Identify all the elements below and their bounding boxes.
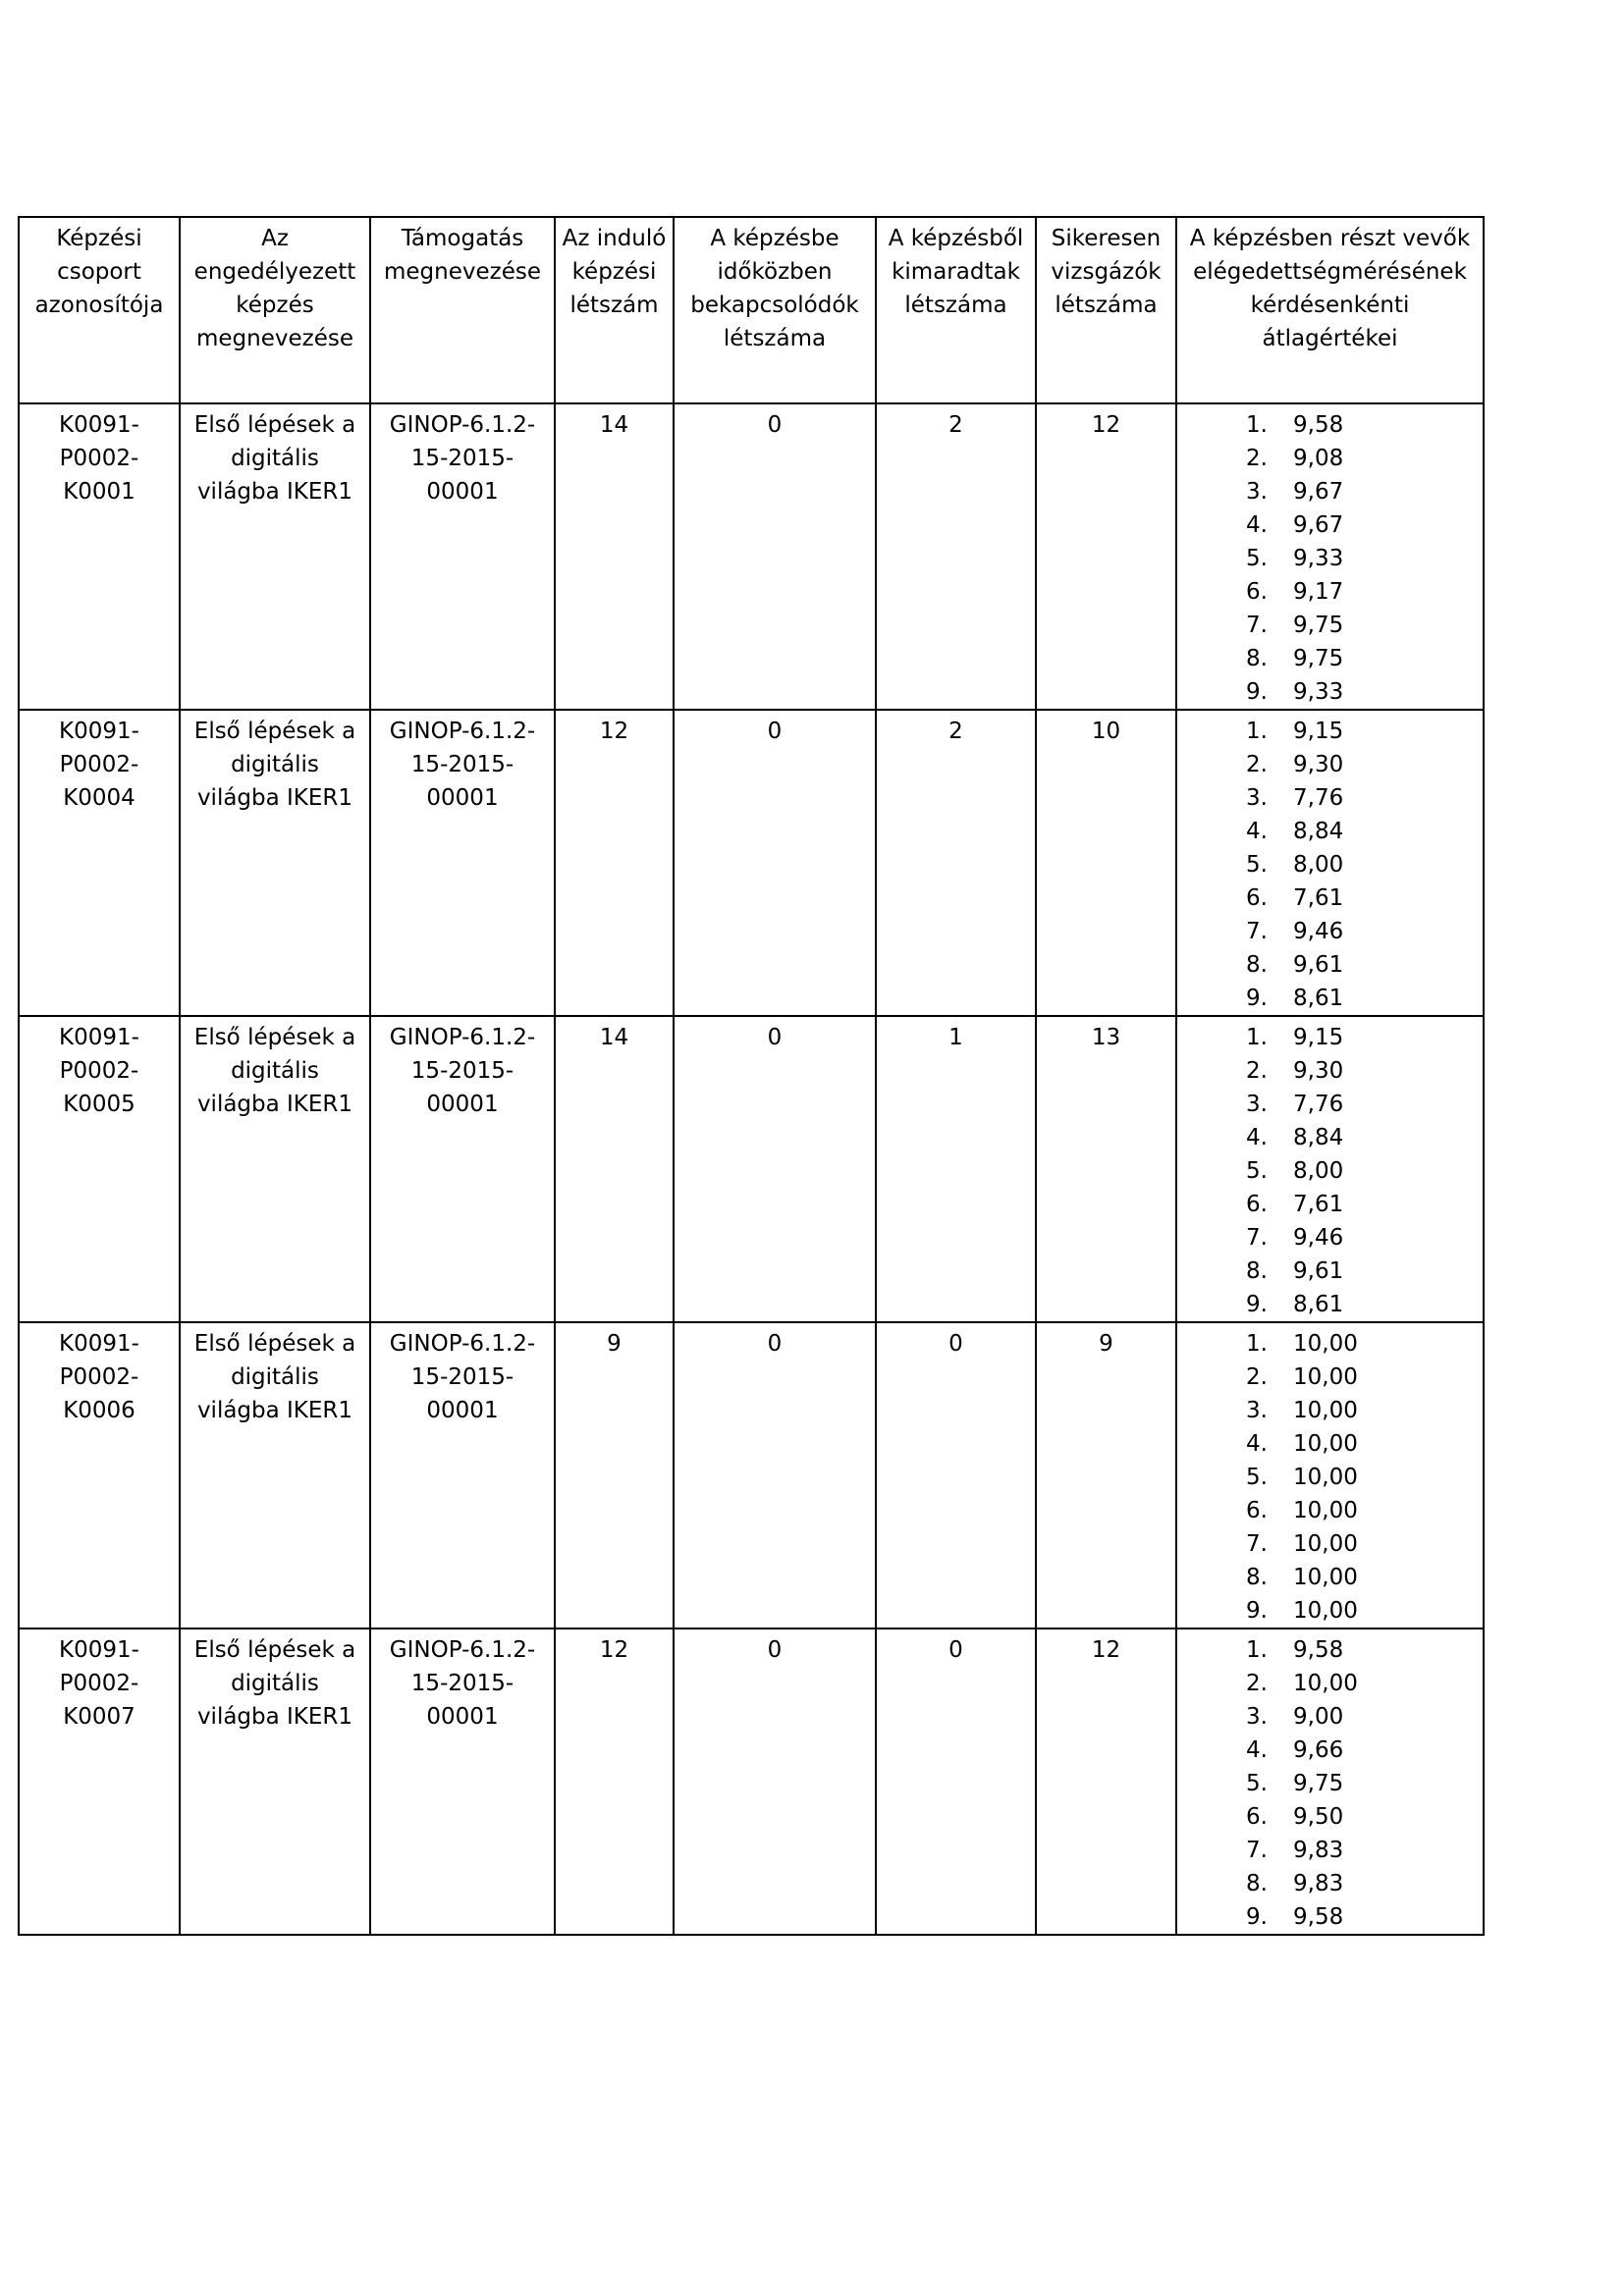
- list-item: [1246, 1867, 1477, 1900]
- question-number: 5.: [1246, 546, 1268, 571]
- score-value: 9,00: [1293, 1704, 1344, 1730]
- score-list: [1246, 1021, 1477, 1321]
- cell-starting-count: 12: [555, 710, 674, 1016]
- list-item: [1246, 1594, 1477, 1628]
- question-number: 2.: [1246, 752, 1268, 777]
- cell-joined-count: 0: [674, 403, 876, 710]
- score-value: 9,58: [1293, 1637, 1344, 1663]
- cell-support-name: GINOP-6.1.2-15-2015-00001: [370, 1629, 555, 1935]
- question-number: 1.: [1246, 719, 1268, 744]
- list-item: [1246, 1800, 1477, 1834]
- score-value: 10,00: [1293, 1364, 1358, 1390]
- score-list: [1246, 715, 1477, 1015]
- question-number: 6.: [1246, 885, 1268, 911]
- header-starting-count: Az induló képzési létszám: [555, 217, 674, 403]
- score-value: 9,08: [1293, 446, 1344, 471]
- question-number: 6.: [1246, 1498, 1268, 1523]
- list-item: [1246, 575, 1477, 609]
- score-value: 10,00: [1293, 1331, 1358, 1357]
- cell-group-id: K0091-P0002-K0005: [19, 1016, 180, 1322]
- list-item: [1246, 1188, 1477, 1221]
- list-item: [1246, 1900, 1477, 1934]
- score-value: 9,30: [1293, 752, 1344, 777]
- question-number: 3.: [1246, 785, 1268, 811]
- score-value: 10,00: [1293, 1498, 1358, 1523]
- cell-satisfaction-scores: [1176, 1016, 1484, 1322]
- list-item: [1246, 1633, 1477, 1667]
- score-value: 8,61: [1293, 1292, 1344, 1317]
- cell-passed-count: 12: [1036, 403, 1176, 710]
- list-item: [1246, 542, 1477, 575]
- cell-joined-count: 0: [674, 1016, 876, 1322]
- list-item: [1246, 1667, 1477, 1700]
- question-number: 9.: [1246, 986, 1268, 1011]
- list-item: [1246, 1221, 1477, 1255]
- list-item: [1246, 1121, 1477, 1154]
- question-number: 2.: [1246, 1058, 1268, 1084]
- score-value: 9,66: [1293, 1737, 1344, 1763]
- table-row: [19, 1629, 1484, 1935]
- score-value: 9,83: [1293, 1871, 1344, 1896]
- question-number: 4.: [1246, 1737, 1268, 1763]
- score-value: 9,61: [1293, 1258, 1344, 1284]
- cell-passed-count: 12: [1036, 1629, 1176, 1935]
- question-number: 8.: [1246, 1258, 1268, 1284]
- cell-course-name: Első lépések a digitális világba IKER1: [180, 710, 370, 1016]
- list-item: [1246, 848, 1477, 881]
- score-value: 9,58: [1293, 1904, 1344, 1930]
- question-number: 7.: [1246, 919, 1268, 944]
- cell-dropped-count: 0: [876, 1629, 1036, 1935]
- cell-group-id: K0091-P0002-K0006: [19, 1322, 180, 1629]
- list-item: [1246, 1054, 1477, 1088]
- score-value: 9,67: [1293, 512, 1344, 538]
- header-group-id: Képzési csoport azonosítója: [19, 217, 180, 403]
- score-value: 9,61: [1293, 952, 1344, 978]
- list-item: [1246, 408, 1477, 442]
- question-number: 5.: [1246, 1158, 1268, 1184]
- cell-passed-count: 13: [1036, 1016, 1176, 1322]
- score-value: 7,61: [1293, 885, 1344, 911]
- list-item: [1246, 1834, 1477, 1867]
- score-value: 9,46: [1293, 1225, 1344, 1251]
- cell-course-name: Első lépések a digitális világba IKER1: [180, 1016, 370, 1322]
- question-number: 6.: [1246, 579, 1268, 605]
- list-item: [1246, 1154, 1477, 1188]
- cell-satisfaction-scores: [1176, 403, 1484, 710]
- score-value: 10,00: [1293, 1465, 1358, 1490]
- question-number: 8.: [1246, 952, 1268, 978]
- question-number: 8.: [1246, 646, 1268, 671]
- list-item: [1246, 1361, 1477, 1394]
- list-item: [1246, 1427, 1477, 1461]
- cell-course-name: Első lépések a digitális világba IKER1: [180, 1629, 370, 1935]
- cell-satisfaction-scores: [1176, 1322, 1484, 1629]
- cell-course-name: Első lépések a digitális világba IKER1: [180, 403, 370, 710]
- score-value: 10,00: [1293, 1598, 1358, 1624]
- score-value: 10,00: [1293, 1671, 1358, 1696]
- cell-satisfaction-scores: [1176, 710, 1484, 1016]
- question-number: 1.: [1246, 412, 1268, 438]
- question-number: 3.: [1246, 1092, 1268, 1117]
- list-item: [1246, 748, 1477, 781]
- header-dropped-count: A képzésből kimaradtak létszáma: [876, 217, 1036, 403]
- training-groups-table: [18, 216, 1485, 1936]
- cell-dropped-count: 0: [876, 1322, 1036, 1629]
- score-value: 10,00: [1293, 1398, 1358, 1423]
- score-list: [1246, 408, 1477, 709]
- list-item: [1246, 642, 1477, 675]
- table-row: [19, 403, 1484, 710]
- header-row: [19, 217, 1484, 403]
- list-item: [1246, 1767, 1477, 1800]
- list-item: [1246, 609, 1477, 642]
- cell-passed-count: 9: [1036, 1322, 1176, 1629]
- cell-group-id: K0091-P0002-K0007: [19, 1629, 180, 1935]
- cell-course-name: Első lépések a digitális világba IKER1: [180, 1322, 370, 1629]
- cell-support-name: GINOP-6.1.2-15-2015-00001: [370, 1016, 555, 1322]
- score-list: [1246, 1633, 1477, 1934]
- table-row: [19, 1016, 1484, 1322]
- cell-group-id: K0091-P0002-K0004: [19, 710, 180, 1016]
- list-item: [1246, 675, 1477, 709]
- score-value: 7,76: [1293, 785, 1344, 811]
- question-number: 3.: [1246, 1704, 1268, 1730]
- score-value: 9,17: [1293, 579, 1344, 605]
- cell-dropped-count: 2: [876, 710, 1036, 1016]
- cell-support-name: GINOP-6.1.2-15-2015-00001: [370, 1322, 555, 1629]
- score-value: 9,33: [1293, 679, 1344, 705]
- question-number: 9.: [1246, 1598, 1268, 1624]
- question-number: 3.: [1246, 479, 1268, 505]
- header-satisfaction-averages: A képzésben részt vevők elégedettségmérésének kérdésenkénti átlagértékei: [1176, 217, 1484, 403]
- cell-starting-count: 14: [555, 403, 674, 710]
- question-number: 7.: [1246, 613, 1268, 638]
- question-number: 4.: [1246, 819, 1268, 844]
- cell-joined-count: 0: [674, 1629, 876, 1935]
- question-number: 4.: [1246, 1125, 1268, 1150]
- list-item: [1246, 815, 1477, 848]
- header-joined-count: A képzésbe időközben bekapcsolódók létszáma: [674, 217, 876, 403]
- cell-joined-count: 0: [674, 710, 876, 1016]
- score-value: 9,50: [1293, 1804, 1344, 1830]
- cell-support-name: GINOP-6.1.2-15-2015-00001: [370, 403, 555, 710]
- cell-starting-count: 9: [555, 1322, 674, 1629]
- score-value: 8,00: [1293, 852, 1344, 878]
- question-number: 4.: [1246, 1431, 1268, 1457]
- question-number: 7.: [1246, 1531, 1268, 1557]
- list-item: [1246, 442, 1477, 475]
- list-item: [1246, 1394, 1477, 1427]
- question-number: 6.: [1246, 1804, 1268, 1830]
- header-course-name: Az engedélyezett képzés megnevezése: [180, 217, 370, 403]
- cell-support-name: GINOP-6.1.2-15-2015-00001: [370, 710, 555, 1016]
- question-number: 4.: [1246, 512, 1268, 538]
- list-item: [1246, 948, 1477, 982]
- list-item: [1246, 1561, 1477, 1594]
- question-number: 5.: [1246, 852, 1268, 878]
- header-passed-count: Sikeresen vizsgázók létszáma: [1036, 217, 1176, 403]
- question-number: 1.: [1246, 1637, 1268, 1663]
- question-number: 8.: [1246, 1871, 1268, 1896]
- score-value: 8,84: [1293, 819, 1344, 844]
- question-number: 8.: [1246, 1565, 1268, 1590]
- question-number: 9.: [1246, 679, 1268, 705]
- list-item: [1246, 715, 1477, 748]
- score-value: 9,75: [1293, 646, 1344, 671]
- list-item: [1246, 1700, 1477, 1734]
- score-value: 9,67: [1293, 479, 1344, 505]
- list-item: [1246, 1494, 1477, 1527]
- cell-passed-count: 10: [1036, 710, 1176, 1016]
- question-number: 6.: [1246, 1192, 1268, 1217]
- list-item: [1246, 475, 1477, 508]
- question-number: 9.: [1246, 1292, 1268, 1317]
- table-body: [19, 403, 1484, 1935]
- list-item: [1246, 1461, 1477, 1494]
- question-number: 2.: [1246, 446, 1268, 471]
- score-list: [1246, 1327, 1477, 1628]
- score-value: 8,61: [1293, 986, 1344, 1011]
- table-row: [19, 1322, 1484, 1629]
- list-item: [1246, 1288, 1477, 1321]
- score-value: 9,33: [1293, 546, 1344, 571]
- question-number: 5.: [1246, 1771, 1268, 1796]
- score-value: 9,75: [1293, 613, 1344, 638]
- cell-group-id: K0091-P0002-K0001: [19, 403, 180, 710]
- question-number: 2.: [1246, 1671, 1268, 1696]
- score-value: 7,61: [1293, 1192, 1344, 1217]
- list-item: [1246, 881, 1477, 915]
- header-support-name: Támogatás megnevezése: [370, 217, 555, 403]
- table-row: [19, 710, 1484, 1016]
- list-item: [1246, 1527, 1477, 1561]
- list-item: [1246, 915, 1477, 948]
- list-item: [1246, 1327, 1477, 1361]
- score-value: 8,00: [1293, 1158, 1344, 1184]
- list-item: [1246, 1734, 1477, 1767]
- list-item: [1246, 508, 1477, 542]
- cell-dropped-count: 1: [876, 1016, 1036, 1322]
- question-number: 7.: [1246, 1838, 1268, 1863]
- question-number: 5.: [1246, 1465, 1268, 1490]
- cell-starting-count: 12: [555, 1629, 674, 1935]
- score-value: 10,00: [1293, 1565, 1358, 1590]
- question-number: 2.: [1246, 1364, 1268, 1390]
- score-value: 9,58: [1293, 412, 1344, 438]
- score-value: 9,75: [1293, 1771, 1344, 1796]
- score-value: 7,76: [1293, 1092, 1344, 1117]
- list-item: [1246, 982, 1477, 1015]
- question-number: 7.: [1246, 1225, 1268, 1251]
- score-value: 9,15: [1293, 1025, 1344, 1050]
- question-number: 9.: [1246, 1904, 1268, 1930]
- cell-dropped-count: 2: [876, 403, 1036, 710]
- score-value: 9,46: [1293, 919, 1344, 944]
- cell-joined-count: 0: [674, 1322, 876, 1629]
- cell-starting-count: 14: [555, 1016, 674, 1322]
- list-item: [1246, 1088, 1477, 1121]
- score-value: 10,00: [1293, 1531, 1358, 1557]
- question-number: 1.: [1246, 1331, 1268, 1357]
- list-item: [1246, 1021, 1477, 1054]
- score-value: 9,15: [1293, 719, 1344, 744]
- list-item: [1246, 1255, 1477, 1288]
- score-value: 9,83: [1293, 1838, 1344, 1863]
- list-item: [1246, 781, 1477, 815]
- score-value: 9,30: [1293, 1058, 1344, 1084]
- question-number: 3.: [1246, 1398, 1268, 1423]
- score-value: 10,00: [1293, 1431, 1358, 1457]
- cell-satisfaction-scores: [1176, 1629, 1484, 1935]
- score-value: 8,84: [1293, 1125, 1344, 1150]
- question-number: 1.: [1246, 1025, 1268, 1050]
